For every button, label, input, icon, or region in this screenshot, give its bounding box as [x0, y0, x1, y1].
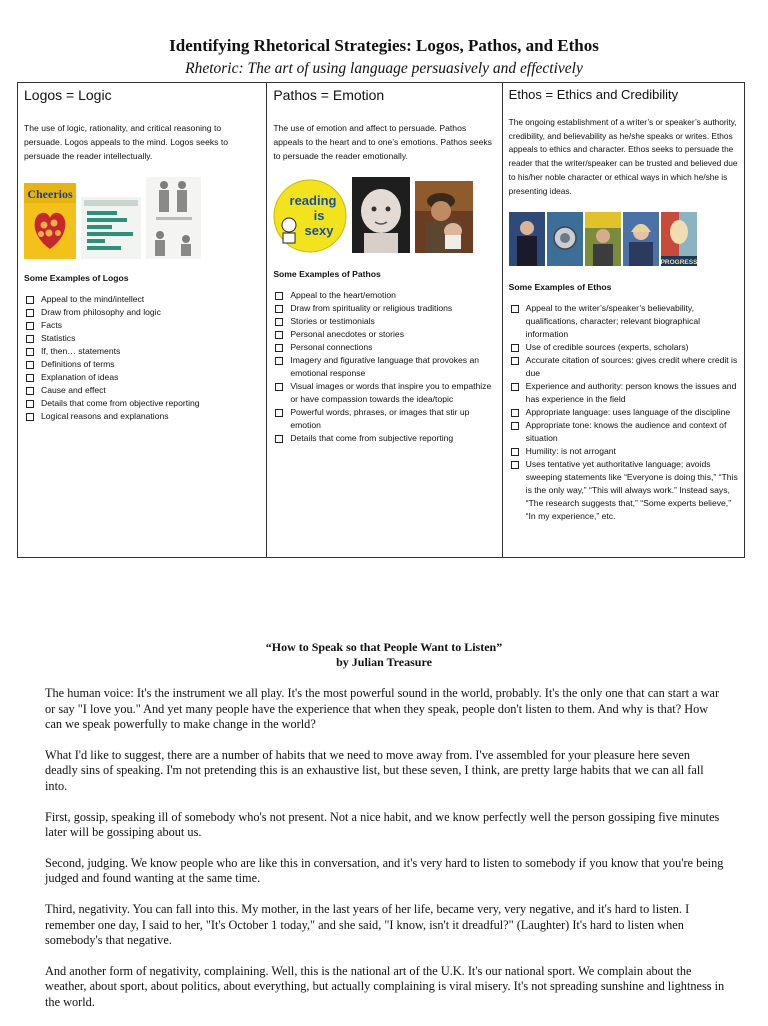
- pathos-examples-list: [273, 289, 495, 445]
- speech-paragraph: First, gossip, speaking ill of somebody who's not present. Not a nice habit, and we know perfectly well the person gossiping five minutes later will be gossiping about us.: [45, 809, 720, 840]
- speaker-photo-image: [509, 212, 545, 266]
- list-item: Logical reasons and explanations: [24, 410, 260, 423]
- list-item: Statistics: [24, 332, 260, 345]
- scholar-photo-image: [585, 212, 621, 266]
- ethos-images: [509, 210, 738, 266]
- logos-column: [18, 83, 267, 557]
- list-item: Draw from philosophy and logic: [24, 306, 260, 319]
- pathos-column: [267, 83, 502, 557]
- reading-is-sexy-button-image: [273, 179, 347, 253]
- list-item: Imagery and figurative language that provokes an emotional response: [273, 354, 495, 380]
- logos-examples-heading: Some Examples of Logos: [24, 273, 129, 283]
- logos-heading: Logos = Logic: [24, 87, 112, 103]
- speech-paragraph: Third, negativity. You can fall into this. My mother, in the last years of her life, became very, very negative, and it's hard to listen. I remember one day, I said to her, "It's October 1 today," and she said, "I know, isn't it dreadful?" (Laughter) It's hard to listen when somebody's that negative.: [45, 901, 690, 948]
- pathos-examples-heading: Some Examples of Pathos: [273, 269, 381, 279]
- list-item: Details that come from objective reporting: [24, 397, 260, 410]
- logos-images: [24, 177, 260, 259]
- ethos-column: [503, 83, 744, 557]
- logos-description: The use of logic, rationality, and critical reasoning to persuade. Logos appeals to the mind. Logos seeks to persuade the reader intellectually.: [24, 123, 229, 161]
- button-word-sexy: sexy: [304, 223, 334, 238]
- ethos-description: The ongoing establishment of a writer’s or speaker’s authority, credibility, and believability as he/she speaks or writes. Ethos appeals to ethics and character. Ethos seeks to persuade the reader that the writer/speaker can be trusted and believed due to his/her noble character or ethical ways in which he/she is presenting ideas.: [508, 117, 738, 196]
- list-item: Definitions of terms: [24, 358, 260, 371]
- cheerios-box-image: [24, 183, 76, 259]
- poster-text: PROGRESS: [660, 259, 697, 267]
- speech-transcript: [45, 686, 725, 1026]
- progress-poster-image: [661, 212, 697, 266]
- firefighter-photo-image: [415, 181, 473, 253]
- baby-photo-image: [352, 177, 410, 253]
- pathos-heading: Pathos = Emotion: [273, 87, 385, 103]
- speech-title: “How to Speak so that People Want to Listen”: [265, 640, 503, 654]
- ethos-examples-list: [509, 302, 738, 523]
- list-item: Personal anecdotes or stories: [273, 328, 495, 341]
- speech-byline: by Julian Treasure: [336, 655, 432, 669]
- list-item: Appeal to the mind/intellect: [24, 293, 260, 306]
- statistics-chart-image: [81, 197, 141, 259]
- list-item: Appropriate language: uses language of the discipline: [509, 406, 738, 419]
- speech-paragraph: The human voice: It's the instrument we all play. It's the most powerful sound in the world, probably. It's the only one that can start a war or say "I love you." And yet many people have the experience that when they speak, people don't listen to them. And why is that? How can we speak powerfully to make change in the world?: [45, 686, 720, 732]
- speech-heading: [0, 640, 768, 670]
- speech-paragraph: And another form of negativity, complaining. Well, this is the national art of the U.K. It's our national sport. We complain about the weather, about sport, about politics, about everything, but actually complaining is viral misery. It's not spreading sunshine and lightness in the world.: [45, 963, 725, 1009]
- button-word-is: is: [313, 208, 325, 223]
- page-title: Identifying Rhetorical Strategies: Logos, Pathos, and Ethos: [169, 36, 599, 55]
- logos-examples-list: [24, 293, 260, 423]
- list-item: Stories or testimonials: [273, 315, 495, 328]
- list-item: Appeal to the writer’s/speaker’s believability, qualifications, character; relevant biographical information: [509, 302, 738, 341]
- ethos-examples-heading: Some Examples of Ethos: [508, 282, 612, 293]
- list-item: Draw from spirituality or religious traditions: [273, 302, 495, 315]
- list-item: Details that come from subjective reporting: [273, 432, 495, 445]
- list-item: Uses tentative yet authoritative language; avoids sweeping statements like “Everyone is doing this,” “This is the only way,” “This will always work.” Instead says, “The research suggests that,” “Some experts believe,” “In my experience,” etc.: [509, 458, 738, 523]
- speech-paragraph: What I'd like to suggest, there are a number of habits that we need to move away from. I've assembled for your pleasure here seven deadly sins of speaking. I'm not pretending this is an exhaustive list, but these seven, I think, are pretty large habits that we can all fall into.: [45, 747, 704, 793]
- list-item: Use of credible sources (experts, scholars): [509, 341, 738, 354]
- cheerios-logo-text: Cheerios: [27, 187, 73, 201]
- list-item: Personal connections: [273, 341, 495, 354]
- politician-photo-image: [623, 212, 659, 266]
- list-item: Humility: is not arrogant: [509, 445, 738, 458]
- speech-paragraph: Second, judging. We know people who are like this in conversation, and it's very hard to listen to somebody if you know that you're being judged and found wanting at the same time.: [45, 855, 724, 886]
- list-item: Facts: [24, 319, 260, 332]
- pathos-images: [273, 173, 495, 253]
- list-item: Experience and authority: person knows the issues and has experience in the field: [509, 380, 738, 406]
- list-item: If, then… statements: [24, 345, 260, 358]
- product-endorsement-image: [547, 212, 583, 266]
- ethos-heading: Ethos = Ethics and Credibility: [508, 87, 679, 102]
- page-subtitle: Rhetoric: The art of using language persuasively and effectively: [185, 60, 583, 77]
- pathos-description: The use of emotion and affect to persuade. Pathos appeals to the heart and to one’s emotions. Pathos seeks to persuade the reader emotionally.: [273, 123, 492, 161]
- list-item: Appeal to the heart/emotion: [273, 289, 495, 302]
- list-item: Appropriate tone: knows the audience and context of situation: [509, 419, 738, 445]
- button-word-reading: reading: [289, 193, 337, 208]
- list-item: Cause and effect: [24, 384, 260, 397]
- infographic-figures-image: [146, 177, 201, 259]
- rhetoric-table: [17, 82, 745, 558]
- list-item: Explanation of ideas: [24, 371, 260, 384]
- list-item: Powerful words, phrases, or images that stir up emotion: [273, 406, 495, 432]
- list-item: Accurate citation of sources: gives credit where credit is due: [509, 354, 738, 380]
- list-item: Visual images or words that inspire you to empathize or have compassion towards the idea/topic: [273, 380, 495, 406]
